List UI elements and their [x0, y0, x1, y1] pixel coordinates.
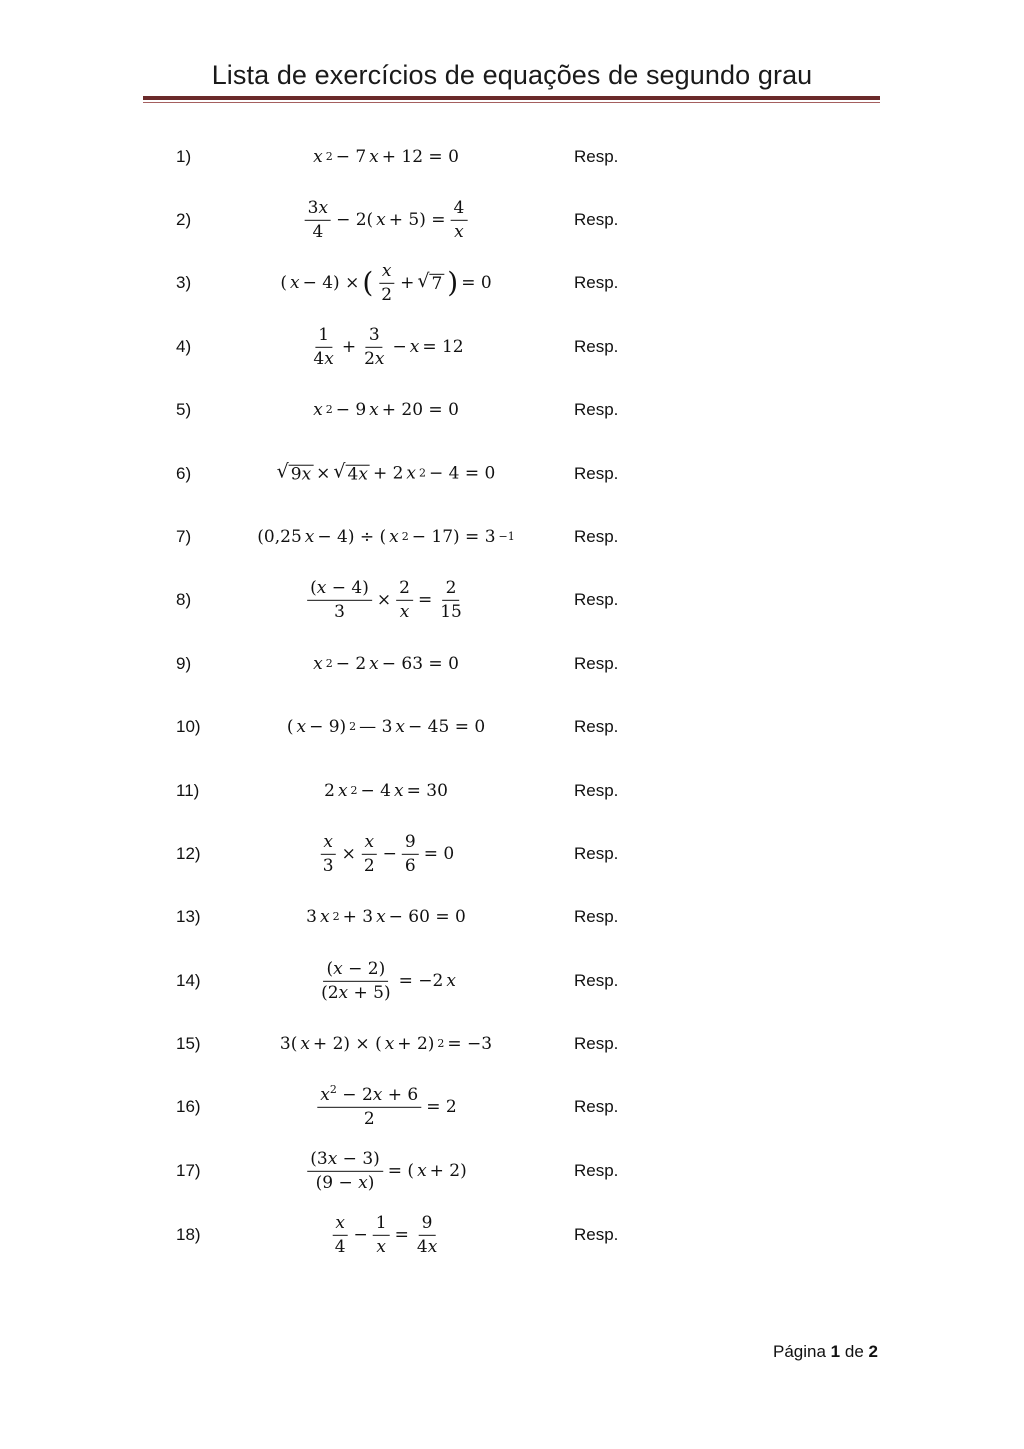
of-label: de: [844, 1342, 864, 1361]
resp-label: Resp.: [574, 971, 619, 990]
title-underline-thin: [143, 102, 880, 103]
equation: 3 x 2 + 3 x − 60 = 0: [306, 907, 466, 927]
resp-label: Resp.: [574, 1225, 619, 1244]
resp-label: Resp.: [574, 273, 619, 292]
page-number-footer: [773, 1342, 878, 1362]
exercise-row: [0, 887, 1024, 947]
resp-label: Resp.: [574, 654, 619, 673]
exercise-row: [0, 444, 1024, 504]
exercise-number: 1): [176, 147, 192, 166]
exercise-number: 14): [176, 971, 201, 990]
exercise-row: [0, 253, 1024, 313]
resp-label: Resp.: [574, 527, 619, 546]
equation: $\frac{x}{3}$ × $\frac{x}{2}$ − $\frac{9}{6}$ = 0: [318, 833, 454, 875]
equation: $\frac{1}{4x}$ + $\frac{3}{2x}$ − x = 12: [313, 324, 464, 369]
resp-label: Resp.: [574, 590, 619, 609]
resp-label: Resp.: [574, 844, 619, 863]
exercise-number: 2): [176, 210, 192, 229]
equation: x 2 − 2 x − 63 = 0: [313, 654, 459, 674]
equation: ( x − 4) × ( $\frac{x}{2}$ + √ 7 ) = 0: [280, 260, 492, 305]
exercise-number: 9): [176, 654, 192, 673]
exercise-number: 3): [176, 273, 192, 292]
equation: (0,25 x − 4) ÷ ( x 2 − 17) = 3 −1: [257, 527, 515, 547]
document-title: Lista de exercícios de equações de segundo grau: [211, 60, 813, 90]
equation: √ 9x × √ 4x + 2 x 2 − 4 = 0: [276, 460, 496, 485]
resp-label: Resp.: [574, 464, 619, 483]
current-page: 1: [830, 1342, 841, 1361]
exercise-row: [0, 570, 1024, 630]
resp-label: Resp.: [574, 781, 619, 800]
exercise-number: 8): [176, 590, 192, 609]
equation: $\frac{x^2 - 2x + 6}{2}$ = 2: [315, 1086, 456, 1128]
exercise-row: [0, 1205, 1024, 1265]
resp-label: Resp.: [574, 147, 619, 166]
title-underline-thick: [143, 96, 880, 100]
exercise-number: 6): [176, 464, 192, 483]
equation: $\frac{x}{4}$ − $\frac{1}{x}$ = $\frac{9}{4x}$: [330, 1214, 443, 1256]
exercise-row: [0, 1141, 1024, 1201]
exercise-row: [0, 127, 1024, 187]
equation: $\frac{(3x - 3)}{(9 - x)}$ = ( x + 2): [305, 1150, 467, 1192]
exercise-number: 16): [176, 1097, 201, 1116]
resp-label: Resp.: [574, 1034, 619, 1053]
exercise-row: [0, 634, 1024, 694]
exercise-row: [0, 761, 1024, 821]
exercise-row: [0, 380, 1024, 440]
exercise-row: [0, 951, 1024, 1011]
resp-label: Resp.: [574, 717, 619, 736]
exercise-row: [0, 317, 1024, 377]
equation: $\frac{(x - 2)}{(2x + 5)}$ = −2 x: [321, 958, 456, 1003]
resp-label: Resp.: [574, 210, 619, 229]
exercise-row: [0, 697, 1024, 757]
exercise-number: 5): [176, 400, 192, 419]
exercise-number: 4): [176, 337, 192, 356]
exercise-row: [0, 824, 1024, 884]
resp-label: Resp.: [574, 907, 619, 926]
resp-label: Resp.: [574, 1097, 619, 1116]
exercise-row: [0, 190, 1024, 250]
exercise-number: 17): [176, 1161, 201, 1180]
exercise-number: 11): [176, 781, 200, 800]
exercise-number: 13): [176, 907, 201, 926]
exercise-number: 15): [176, 1034, 201, 1053]
resp-label: Resp.: [574, 400, 619, 419]
equation: x 2 − 7 x + 12 = 0: [313, 147, 459, 167]
exercise-row: [0, 507, 1024, 567]
exercise-number: 18): [176, 1225, 201, 1244]
exercise-row: [0, 1014, 1024, 1074]
total-pages: 2: [868, 1342, 878, 1361]
page-label: Página: [773, 1342, 826, 1361]
exercise-number: 7): [176, 527, 192, 546]
resp-label: Resp.: [574, 337, 619, 356]
equation: x 2 − 9 x + 20 = 0: [313, 400, 459, 420]
resp-label: Resp.: [574, 1161, 619, 1180]
equation: 3( x + 2) × ( x + 2) 2 = −3: [279, 1034, 493, 1054]
exercise-number: 12): [176, 844, 201, 863]
equation: 2 x 2 − 4 x = 30: [324, 781, 448, 801]
equation: $\frac{3x}{4}$ − 2( x + 5) = $\frac{4}{x}$: [303, 199, 470, 241]
exercise-number: 10): [176, 717, 201, 736]
exercise-row: [0, 1077, 1024, 1137]
equation: ( x − 9) 2 — 3 x − 45 = 0: [286, 717, 486, 737]
equation: $\frac{(x - 4)}{3}$ × $\frac{2}{x}$ = $\frac{2}{15}$: [305, 579, 467, 621]
